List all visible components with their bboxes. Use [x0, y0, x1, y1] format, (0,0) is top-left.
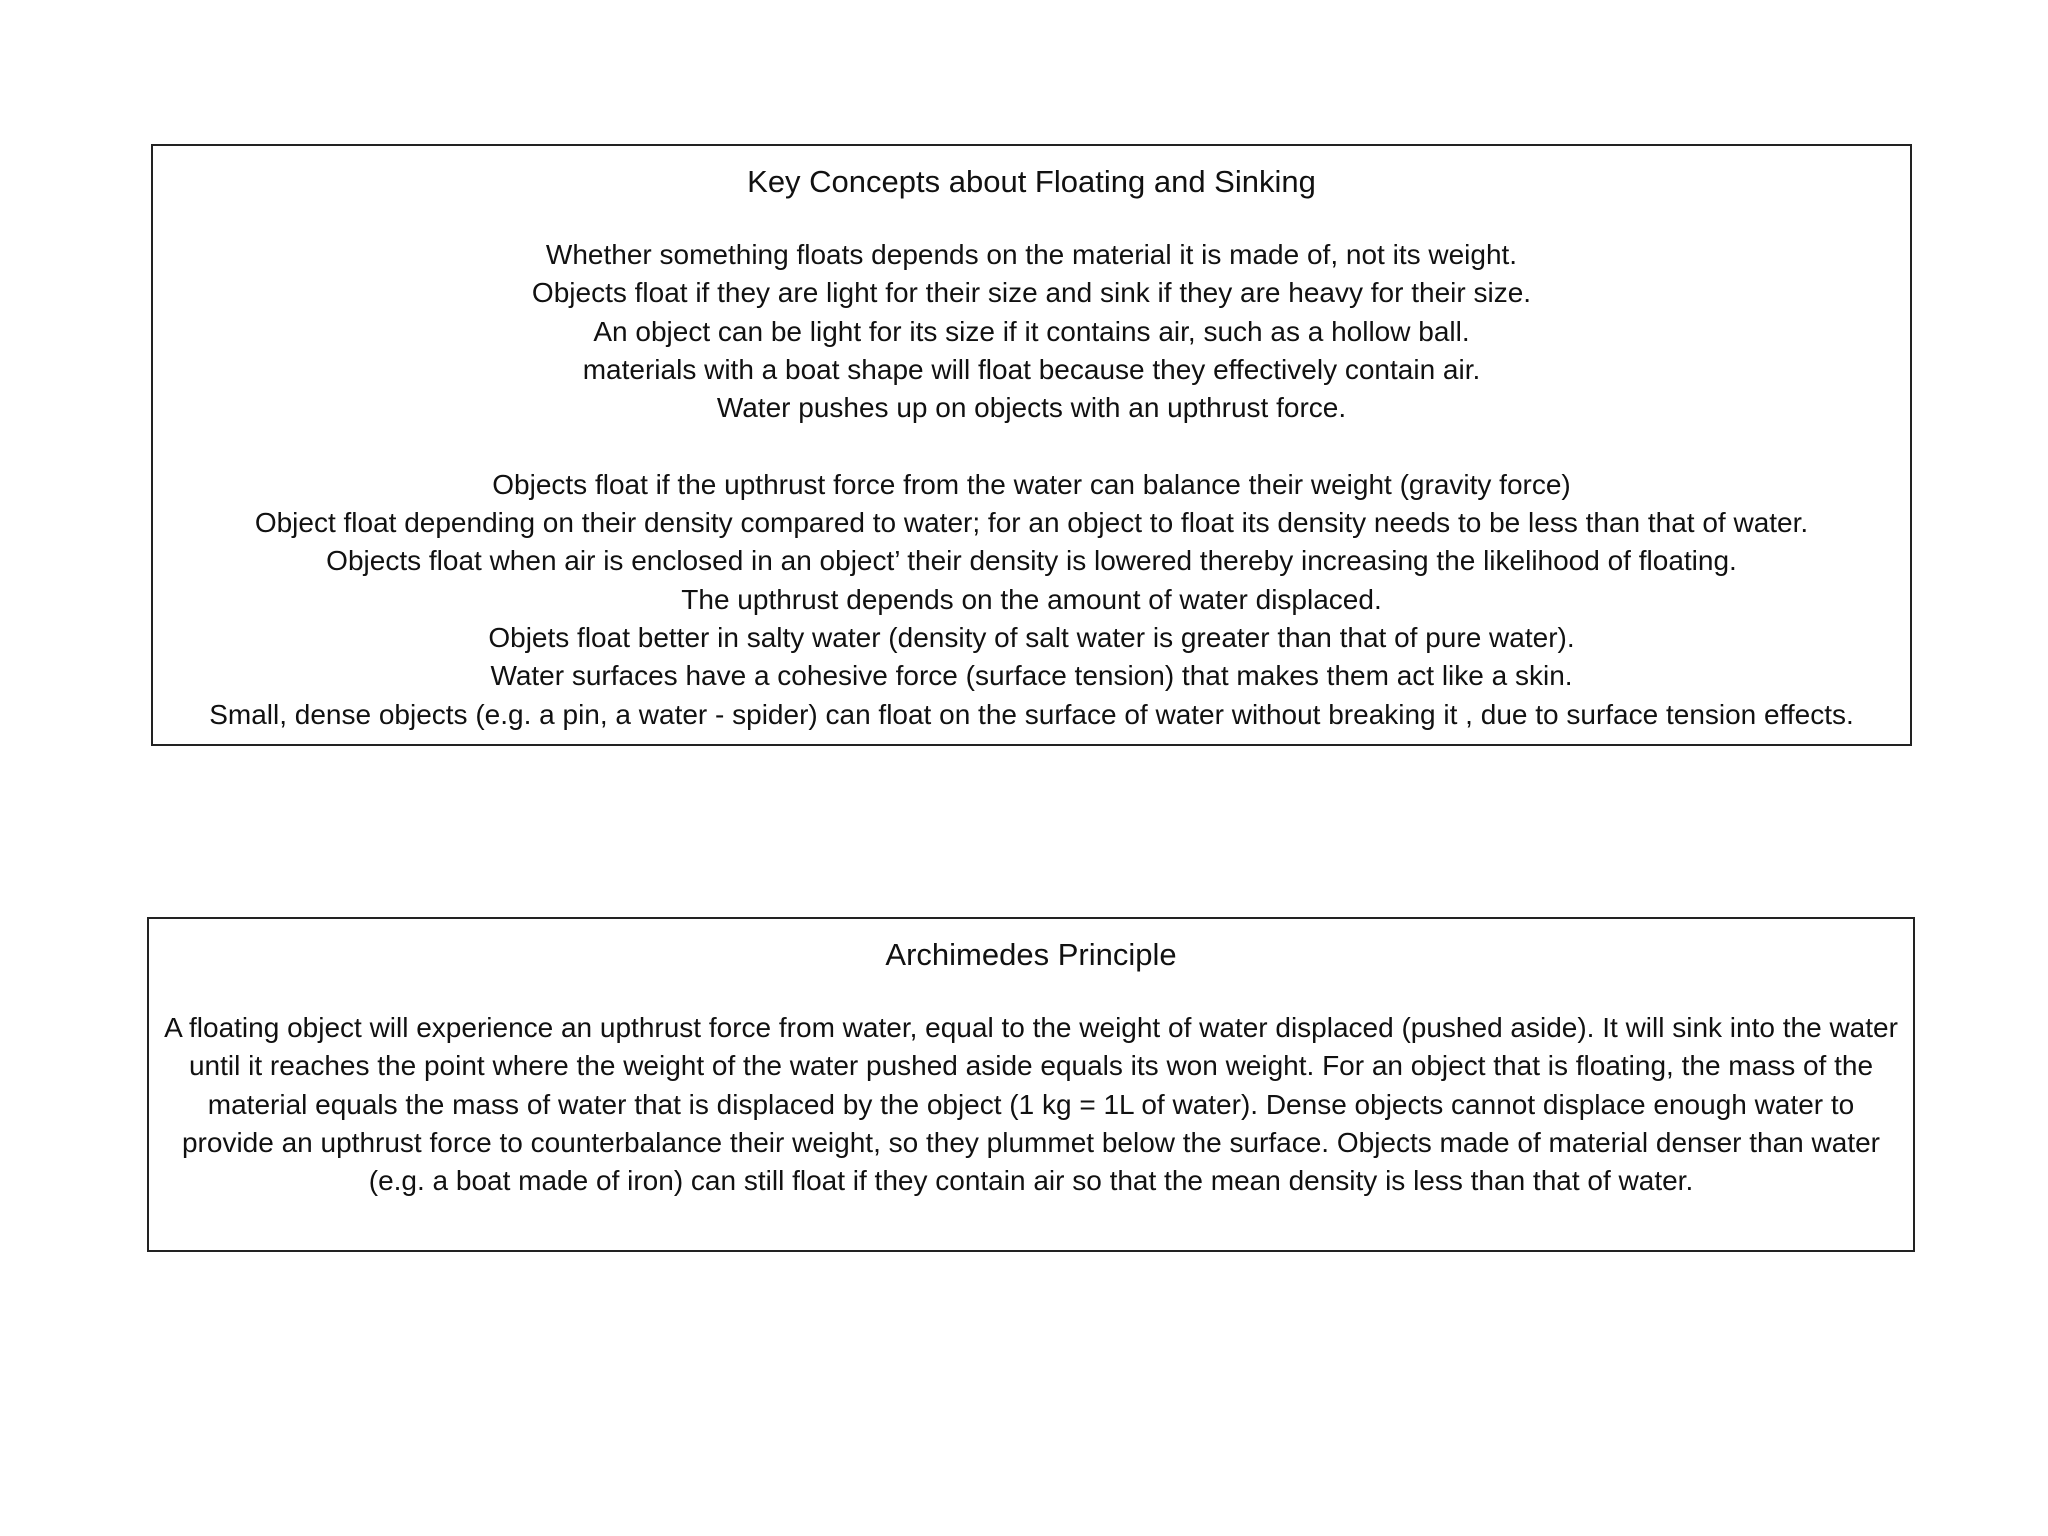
concept-line: Water surfaces have a cohesive force (surface tension) that makes them act like a skin.: [490, 660, 1573, 692]
concept-line: Whether something floats depends on the material it is made of, not its weight.: [545, 239, 1518, 270]
concept-line: Water pushes up on objects with an upthrust force.: [716, 392, 1347, 424]
archimedes-title: Archimedes Principle: [885, 937, 1177, 972]
concept-line: Objects float if they are light for their size and sink if they are heavy for their size.: [531, 277, 1532, 309]
concept-line: materials with a boat shape will float because they effectively contain air.: [582, 353, 1481, 385]
key-concepts-title: Key Concepts about Floating and Sinking: [747, 164, 1316, 199]
concept-line: An object can be light for its size if it contains air, such as a hollow ball.: [593, 315, 1470, 347]
archimedes-paragraph: A floating object will experience an upthrust force from water, equal to the weight of water displaced (pushed aside). It will sink into the water until it reaches the point where the weight of the water pushed aside equals its won weight. For an object that is floating, the mass of the material equals the mass of water that is displaced by the object (1 kg = 1L of water). Dense objects cannot displace enough water to provide an upthrust force to counterbalance their weight, so they plummet below the surface. Objects made of material denser than water (e.g. a boat made of iron) can still float if they contain air so that the mean density is less than that of water.: [164, 1012, 1898, 1197]
concept-line: Objects float when air is enclosed in an object’ their density is lowered thereby increasing the likelihood of floating.: [326, 545, 1737, 577]
archimedes-box: [147, 917, 1915, 1252]
concept-line: Small, dense objects (e.g. a pin, a water - spider) can float on the surface of water without breaking it , due to surface tension effects.: [209, 698, 1854, 730]
concept-line: Objets float better in salty water (density of salt water is greater than that of pure water).: [488, 621, 1575, 653]
concept-line: The upthrust depends on the amount of water displaced.: [681, 583, 1382, 615]
spacer: [153, 427, 1910, 465]
concept-line: Object float depending on their density compared to water; for an object to float its density needs to be less than that of water.: [254, 507, 1809, 539]
key-concepts-box: [151, 144, 1912, 746]
concept-line: Objects float if the upthrust force from the water can balance their weight (gravity force): [492, 468, 1571, 500]
key-concepts-list: [153, 236, 1910, 734]
